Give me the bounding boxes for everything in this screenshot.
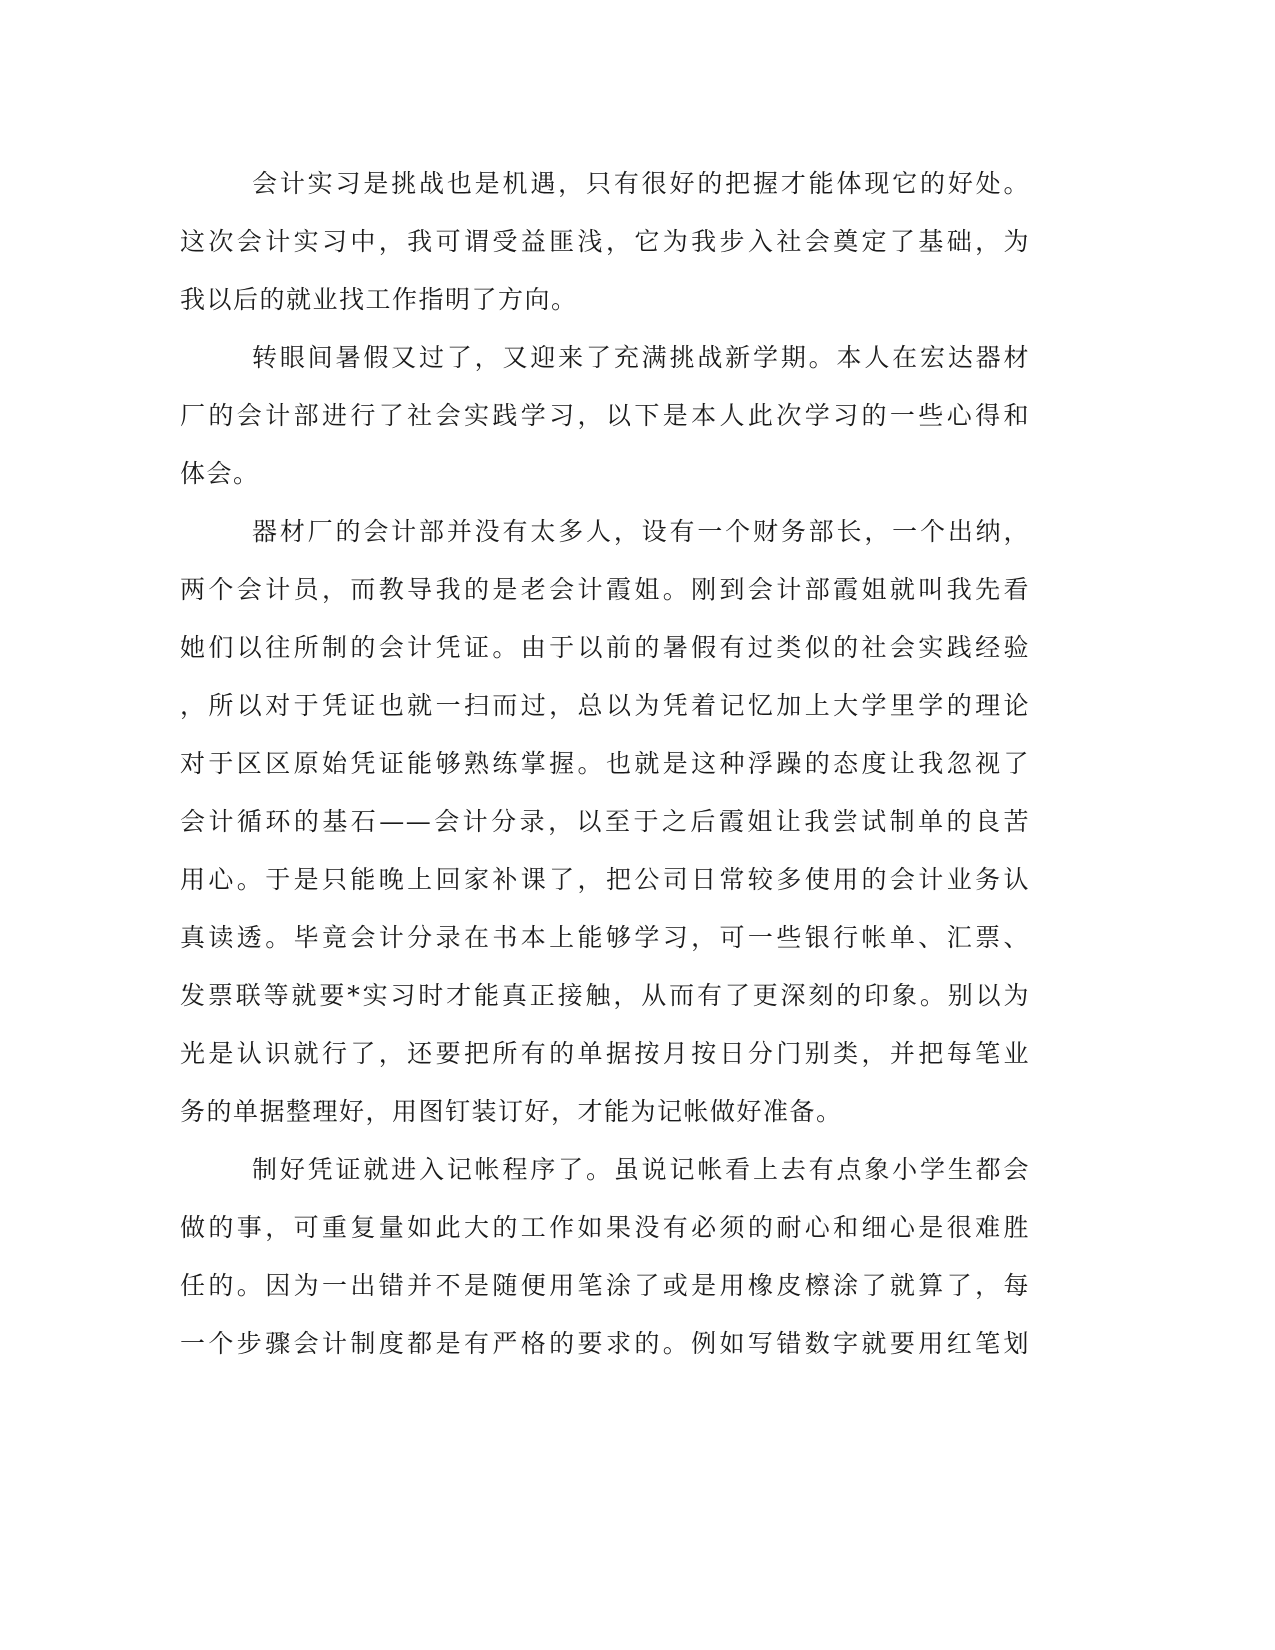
text-line: 器材厂的会计部并没有太多人，设有一个财务部长，一个出纳， (252, 517, 1030, 546)
text-line: 真读透。毕竟会计分录在书本上能够学习，可一些银行帐单、汇票、 (180, 923, 1030, 952)
text-line: 转眼间暑假又过了，又迎来了充满挑战新学期。本人在宏达器材 (252, 343, 1030, 372)
text-line: 这次会计实习中，我可谓受益匪浅，它为我步入社会奠定了基础，为 (180, 227, 1030, 256)
text-line: 制好凭证就进入记帐程序了。虽说记帐看上去有点象小学生都会 (252, 1155, 1030, 1184)
text-line: 她们以往所制的会计凭证。由于以前的暑假有过类似的社会实践经验 (180, 633, 1030, 662)
text-line: 任的。因为一出错并不是随便用笔涂了或是用橡皮檫涂了就算了，每 (180, 1271, 1030, 1300)
text-line: 对于区区原始凭证能够熟练掌握。也就是这种浮躁的态度让我忽视了 (180, 749, 1030, 778)
text-line: 一个步骤会计制度都是有严格的要求的。例如写错数字就要用红笔划 (180, 1329, 1030, 1358)
text-line: 务的单据整理好，用图钉装订好，才能为记帐做好准备。 (180, 1097, 843, 1126)
text-line: 厂的会计部进行了社会实践学习，以下是本人此次学习的一些心得和 (180, 401, 1030, 430)
text-line: 两个会计员，而教导我的是老会计霞姐。刚到会计部霞姐就叫我先看 (180, 575, 1030, 604)
paragraph (180, 329, 1030, 503)
text-line: 会计实习是挑战也是机遇，只有很好的把握才能体现它的好处。 (252, 169, 1030, 198)
text-line: 光是认识就行了，还要把所有的单据按月按日分门别类，并把每笔业 (180, 1039, 1030, 1068)
text-line: 做的事，可重复量如此大的工作如果没有必须的耐心和细心是很难胜 (180, 1213, 1030, 1242)
text-line: ，所以对于凭证也就一扫而过，总以为凭着记忆加上大学里学的理论 (180, 691, 1030, 720)
paragraph (180, 1141, 1030, 1373)
text-line: 体会。 (180, 459, 260, 488)
paragraph (180, 155, 1030, 329)
text-line: 发票联等就要*实习时才能真正接触，从而有了更深刻的印象。别以为 (180, 981, 1030, 1010)
paragraph (180, 503, 1030, 1141)
text-line: 我以后的就业找工作指明了方向。 (180, 285, 578, 314)
text-line: 会计循环的基石——会计分录，以至于之后霞姐让我尝试制单的良苦 (180, 807, 1030, 836)
text-line: 用心。于是只能晚上回家补课了，把公司日常较多使用的会计业务认 (180, 865, 1030, 894)
document-body (180, 155, 1030, 1373)
